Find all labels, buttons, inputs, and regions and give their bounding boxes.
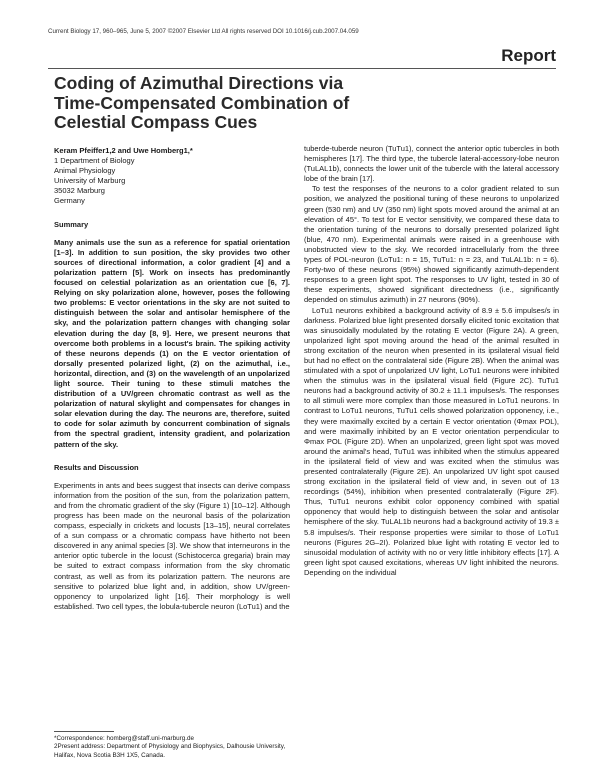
affiliation-5: Germany — [54, 196, 85, 206]
article-title: Coding of Azimuthal Directions via Time-Compensated Combination of Celestial Compass Cues — [54, 73, 350, 132]
footnote-rule — [54, 731, 114, 732]
header-rule — [48, 68, 556, 69]
affiliation-2: Animal Physiology — [54, 166, 116, 176]
left-column — [54, 146, 290, 612]
right-column — [304, 144, 559, 578]
affiliation-3: University of Marburg — [54, 176, 126, 186]
affiliation-4: 35032 Marburg — [54, 186, 105, 196]
summary-heading: Summary — [54, 219, 89, 229]
right-paragraph-1: tuberde-tuberde neuron (TuTu1), connect the anterior optic tubercles in both hemispheres [17]. The third type, the tubercle lateral-accessory-lobe neuron (TuLAL1b), connects the lower unit of the tubercle with the lateral accessory lobe of the brain [17]. — [304, 144, 559, 184]
summary-text: Many animals use the sun as a reference for spatial orientation [1–3]. In addition to sun position, the sky provides two other sources of directional information, a color gradient [4] and a polarization pattern [5]. Work on insects has predominantly focused on celestial polarization as an orientation cue [6, 7]. Relying on sky polarization alone, however, poses the following two problems: E vector orientations in the sky are not suited to distinguish between the solar and antisolar hemisphere of the sky, and the polarization pattern changes with changing solar elevation during the day [8, 9]. Here, we present neurons that overcome both problems in a locust's brain. The spiking activity of these neurons depends (1) on the E vector orientation of dorsally presented polarized light, (2) on the azimuthal, i.e., horizontal, direction, and (3) on the wavelength of an unpolarized light source. Their tuning to these stimuli matches the distribution of a UV/green chromatic contrast as well as the polarization of natural skylight and compensates for changes in solar elevation during the day. The neurons are, therefore, suited to code for solar azimuth by concurrent combination of signals from the spectral gradient, intensity gradient, and polarization pattern of the sky. — [54, 237, 290, 449]
right-paragraph-3: LoTu1 neurons exhibited a background activity of 8.9 ± 5.6 impulses/s in darkness. Polarized blue light presented dorsally elicited tonic excitation that was sinusoidally modulated by the rotating E vector (Figure 2A). A green, unpolarized light spot moving around the head of the animal resulted in strong excitation of the neuron when presented in its ipsilateral visual field but had no effect on the contralateral side (Figure 2B). When the animal was stimulated with a spot of unpolarized UV light, LoTu1 neurons were inhibited when the stimulus was in the ipsilateral visual field (Figure 2C). TuTu1 neurons had a background activity of 30.2 ± 11.1 impulses/s. The responses to all stimuli were more complex than those measured in LoTu1 neurons. In contrast to LoTu1 neurons, TuTu1 cells showed polarization opponency, i.e., they were maximally excited by a certain E vector orientation (Φmax POL), and were maximally inhibited by an E vector orientation perpendicular to Φmax POL (Figure 2D). When an unpolarized, green light spot was moved around the animal's head, TuTu1 was inhibited when the stimulus appeared in the ipsilateral field of view and was excited when the stimulus was presented contralaterally (Figure 2E). An unpolarized UV light spot caused strong excitation in the ipsilateral field of view and, in seven out of 13 recordings (54%), inhibition when presented contralaterally (Figure 2F). Thus, TuTu1 neurons exhibit color opponency combined with spatial opponency that would help to distinguish between the solar and antisolar hemisphere of the sky. TuLAL1b neurons had a background activity of 19.3 ± 5.8 impulses/s. Their response properties were similar to those of LoTu1 neurons (Figures 2G–2I). Polarized blue light with rotating E vector led to sinusoidal modulation of activity with no or very little inhibitory effects [17]. A green light spot caused excitations, whereas UV light inhibited the neurons. Depending on the individual — [304, 305, 559, 577]
correspondence-note: *Correspondence: homberg@staff.uni-marburg.de — [54, 735, 194, 742]
results-heading: Results and Discussion — [54, 462, 139, 472]
right-paragraph-2: To test the responses of the neurons to a color gradient related to sun position, we analyzed the positional tuning of these neurons to unpolarized green (530 nm) and UV (350 nm) light spots moved around the animal at an elevation of 45°. To test for E vector sensitivity, we compared these data to the orientation tuning of the neurons to dorsally presented polarized light (blue, 470 nm). Experimental animals were raised in a greenhouse with unobstructed view to the sky. We recorded intracellularly from the three types of POL-neuron (LoTu1: n = 15, TuTu1: n = 23, and TuLAL1b: n = 6). Forty-two of these neurons (95%) showed significantly azimuth-dependent responses to a green light spot. The responses to UV light, tested in 30 of these experiments, showed significant directedness (i.e., significantly depended on stimulus azimuth) in 27 neurons (90%). — [304, 184, 559, 305]
present-address-note: 2Present address: Department of Physiology and Biophysics, Dalhousie University, Halifax, Nova Scotia B3H 1X5, Canada. — [54, 743, 286, 759]
affiliation-1: 1 Department of Biology — [54, 156, 135, 166]
author-line: Keram Pfeiffer1,2 and Uwe Homberg1,* — [54, 146, 193, 155]
journal-citation: Current Biology 17, 960–965, June 5, 2007 ©2007 Elsevier Ltd All rights reserved DOI 10.1016/j.cub.2007.04.059 — [48, 28, 359, 35]
results-left-text: Experiments in ants and bees suggest that insects can derive compass information from the position of the sun, from the polarization pattern, and from the chromatic gradient of the sky (Figure 1) [10–12]. Although progress has been made on the neuronal basis of the polarization compass, especially in crickets and locusts [13–15], neural correlates of a sun compass or a chromatic compass have hitherto not been discovered in any animal species [3]. We show that interneurons in the anterior optic tubercle in the locust (Schistocerca gregaria) brain may be suited to extract compass information from the sky chromatic contrast, as well as from its polarization pattern. The neurons are sensitive to polarized blue light and, in addition, show UV/green-opponency to unpolarized light [16]. Their morphology is well established. Two cell types, the lobula-tubercle neuron (LoTu1) and the — [54, 480, 290, 611]
section-label: Report — [501, 46, 556, 65]
footnotes — [54, 731, 290, 760]
